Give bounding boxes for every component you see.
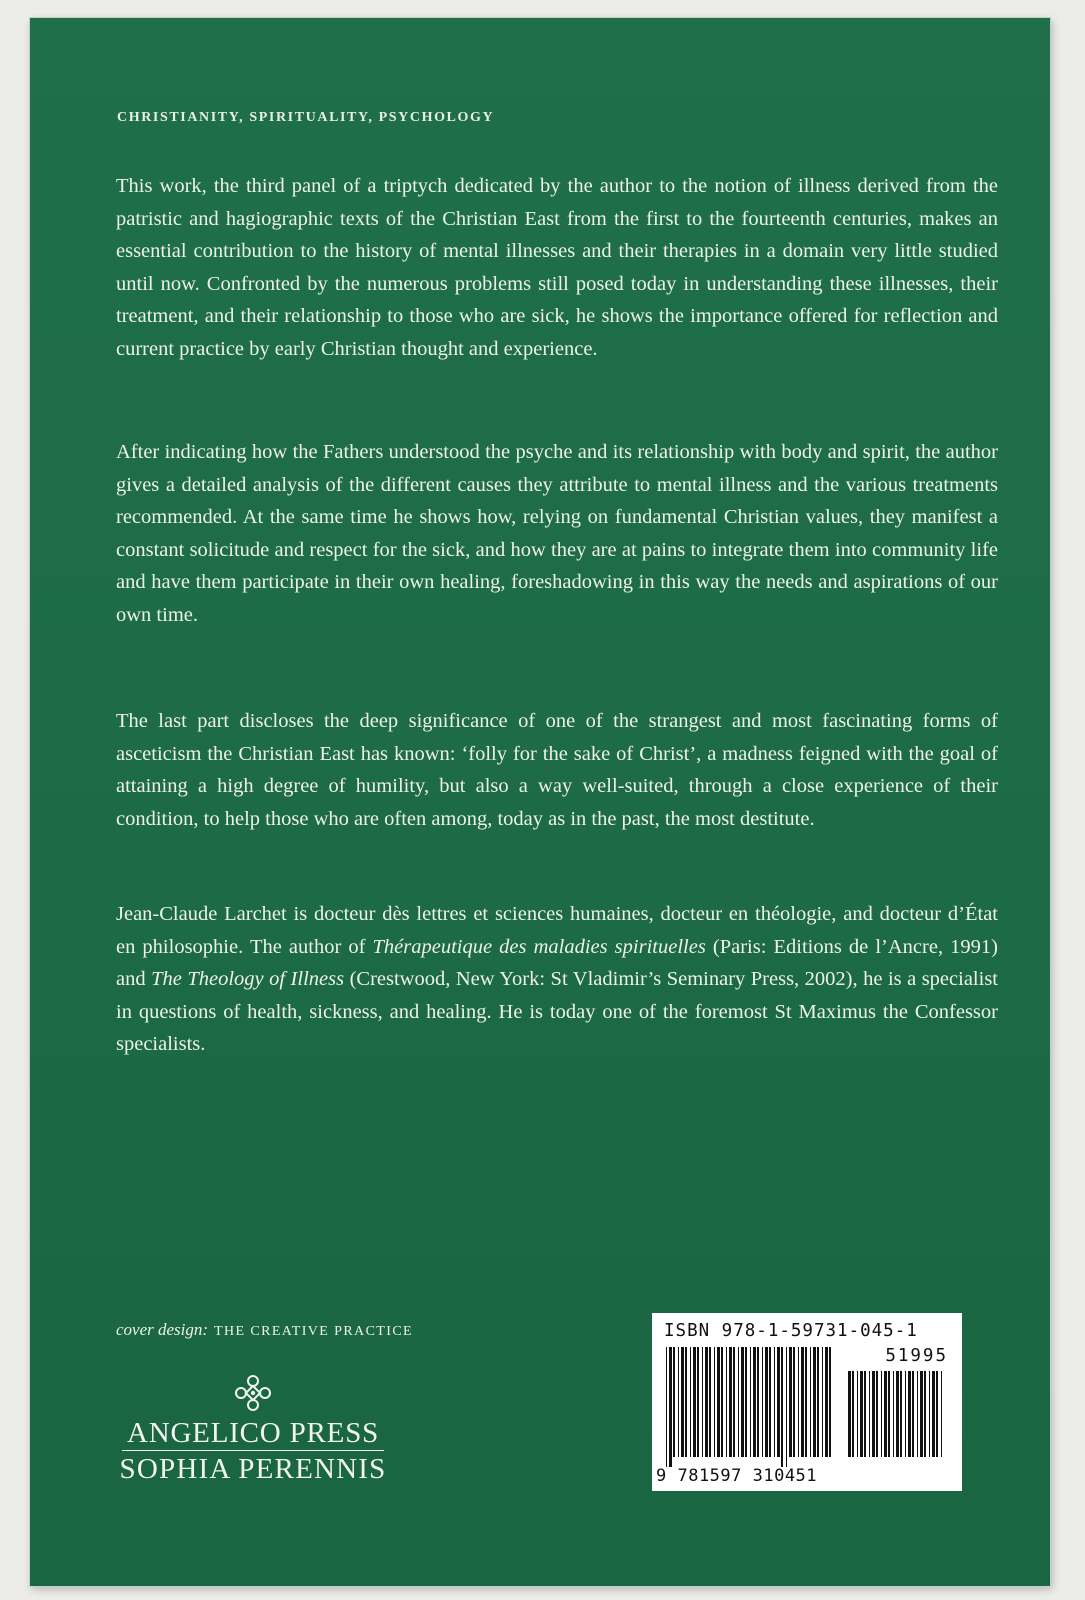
barcode-bar <box>869 1371 870 1457</box>
barcode-bar <box>741 1347 744 1457</box>
barcode-bar <box>685 1347 687 1457</box>
barcode-bar <box>929 1371 930 1457</box>
barcode-bar <box>733 1347 735 1457</box>
barcode-bar <box>876 1371 878 1457</box>
barcode-bar <box>912 1371 914 1457</box>
barcode-bar <box>774 1347 775 1457</box>
barcode-bar <box>777 1347 780 1457</box>
barcode-bar <box>884 1371 887 1457</box>
barcode-bar <box>690 1347 691 1457</box>
book-back-cover <box>30 18 1050 1586</box>
barcode-bar <box>693 1347 696 1457</box>
barcode-bar <box>745 1347 747 1457</box>
barcode-bar <box>908 1371 911 1457</box>
barcode-bar <box>872 1371 875 1457</box>
barcode-bar <box>729 1347 732 1457</box>
barcode-bar <box>801 1347 804 1457</box>
publisher-name-sophia: SOPHIA PERENNIS <box>119 1453 387 1485</box>
publisher-logo <box>108 1373 398 1485</box>
barcode-bar <box>896 1371 899 1457</box>
barcode-bar <box>798 1347 799 1457</box>
barcode-bar <box>936 1371 938 1457</box>
barcode-bar <box>678 1347 679 1457</box>
barcode-bar <box>717 1347 720 1457</box>
publisher-name-angelico: ANGELICO PRESS <box>126 1417 380 1449</box>
barcode-bar <box>822 1347 823 1457</box>
barcode-bar <box>762 1347 763 1457</box>
barcode-bar <box>793 1347 795 1457</box>
barcode-bar <box>941 1371 942 1457</box>
barcode-bar <box>900 1371 902 1457</box>
barcode-bar <box>781 1347 783 1467</box>
publisher-divider <box>122 1450 384 1451</box>
price-code: 51995 <box>885 1346 948 1366</box>
author-bio-text-1: Jean-Claude Larchet is docteur dès lettres et sciences humaines, docteur en théologie, and docteur d’État en philosophie. The author of <box>116 903 998 958</box>
cover-design-label: cover design: <box>116 1320 209 1339</box>
barcode-bar <box>702 1347 703 1457</box>
barcode-bar <box>757 1347 759 1457</box>
barcode-bar <box>709 1347 711 1457</box>
barcode-bar <box>714 1347 715 1457</box>
description-paragraph-1: This work, the third panel of a triptych dedicated by the author to the notion of illness derived from the patristic and hagiographic texts of the Christian East from the first to the fourteenth centuries, makes an essential contribution to the history of mental illnesses and their therapies in a domain very little studied until now. Confronted by the numerous problems still posed today in understanding these illnesses, their treatment, and their relationship to those who are sick, he shows the importance offered for reflection and current practice by early Christian thought and experience. <box>116 175 998 360</box>
barcode-bar <box>829 1347 831 1457</box>
barcode-bar <box>932 1371 935 1457</box>
barcode-bar <box>738 1347 739 1457</box>
barcode-bar <box>920 1371 923 1457</box>
cover-design-name: THE CREATIVE PRACTICE <box>214 1324 414 1339</box>
barcode-bar <box>813 1347 816 1457</box>
barcode-bar <box>789 1347 792 1457</box>
barcode-bar <box>905 1371 906 1457</box>
barcode-bar <box>893 1371 894 1457</box>
barcode-bar <box>810 1347 811 1457</box>
barcode-bar <box>681 1347 684 1457</box>
isbn-barcode <box>652 1313 962 1491</box>
description-paragraph-3: The last part discloses the deep significance of one of the strangest and most fascinating forms of asceticism the Christian East has known: ‘folly for the sake of Christ’, a madness feigned with the goal of attaining a high degree of humility, but also a way well-suited, through a close experience of their condition, to help those who are often among, today as in the past, the most destitute. <box>116 710 998 830</box>
barcode-bar <box>726 1347 727 1457</box>
isbn-number: ISBN 978-1-59731-045-1 <box>664 1321 918 1341</box>
barcode-bar <box>881 1371 882 1457</box>
barcode-bar <box>750 1347 751 1457</box>
barcode-bar <box>860 1371 863 1457</box>
barcode-bar <box>786 1347 787 1467</box>
barcode-addon-bars <box>848 1371 946 1467</box>
barcode-bar <box>765 1347 768 1457</box>
barcode-bar <box>753 1347 756 1457</box>
barcode-bar <box>669 1347 672 1467</box>
barcode-bar <box>697 1347 699 1457</box>
author-bio-text-2: (Paris: Editions de l’Ancre, 1991) and <box>116 935 998 990</box>
barcode-main-bars <box>666 1347 836 1467</box>
author-bio <box>116 898 998 1061</box>
barcode-bar <box>888 1371 890 1457</box>
barcode-bar <box>769 1347 771 1457</box>
barcode-bar <box>666 1347 667 1467</box>
ornamental-cross-icon <box>233 1373 273 1413</box>
book-title-2: The Theology of Illness <box>151 968 345 990</box>
author-bio-text-3: (Crestwood, New York: St Vladimir’s Seminary Press, 2002), he is a specialist in questions of health, sickness, and healing. He is today one of the foremost St Maximus the Confessor specialists. <box>116 968 998 1055</box>
barcode-bar <box>917 1371 918 1457</box>
barcode-bar <box>848 1371 851 1457</box>
category-label: CHRISTIANITY, SPIRITUALITY, PSYCHOLOGY <box>117 110 495 125</box>
barcode-bar <box>825 1347 828 1457</box>
barcode-bar <box>721 1347 723 1457</box>
description-paragraph-2: After indicating how the Fathers understood the psyche and its relationship with body and spirit, the author gives a detailed analysis of the different causes they attribute to mental illness and the various treatments recommended. At the same time he shows how, relying on fundamental Christian values, they manifest a constant solicitude and respect for the sick, and how they are at pains to integrate them into community life and have them participate in their own healing, foreshadowing in this way the needs and aspirations of our own time. <box>116 441 998 626</box>
barcode-bar <box>924 1371 926 1457</box>
barcode-bar <box>852 1371 854 1457</box>
barcode-bar <box>805 1347 807 1457</box>
barcode-bar <box>673 1347 675 1457</box>
barcode-bar <box>817 1347 819 1457</box>
barcode-bar <box>857 1371 858 1457</box>
barcode-bar <box>705 1347 708 1457</box>
barcode-digits: 9 781597 310451 <box>656 1466 818 1486</box>
barcode-bar <box>864 1371 866 1457</box>
cover-design-credit <box>116 1320 413 1340</box>
book-title-1: Thérapeutique des maladies spirituelles <box>372 935 706 958</box>
